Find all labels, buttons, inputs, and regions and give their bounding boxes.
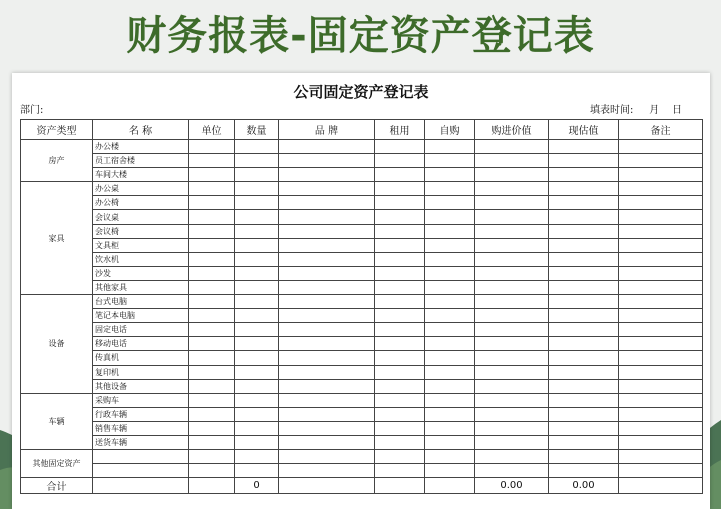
- data-cell[interactable]: [375, 280, 425, 294]
- table-row: [21, 280, 703, 294]
- asset-category: 其他固定资产: [21, 450, 93, 478]
- data-cell[interactable]: [279, 295, 375, 309]
- data-cell[interactable]: [235, 337, 279, 351]
- data-cell[interactable]: [235, 309, 279, 323]
- data-cell[interactable]: [279, 309, 375, 323]
- total-purchase-value: 0.00: [475, 478, 549, 494]
- data-cell[interactable]: [279, 140, 375, 154]
- data-cell[interactable]: [375, 421, 425, 435]
- table-row: [21, 266, 703, 280]
- table-row: [21, 450, 703, 464]
- data-cell[interactable]: [549, 421, 619, 435]
- data-cell[interactable]: [475, 450, 549, 464]
- asset-category: 家具: [21, 182, 93, 295]
- data-cell[interactable]: [425, 280, 475, 294]
- data-cell[interactable]: [549, 295, 619, 309]
- data-cell[interactable]: [189, 140, 235, 154]
- fill-time: [590, 104, 682, 118]
- data-cell[interactable]: [375, 351, 425, 365]
- data-cell[interactable]: [189, 337, 235, 351]
- data-cell[interactable]: [235, 280, 279, 294]
- asset-name[interactable]: 行政车辆: [93, 407, 189, 421]
- data-cell[interactable]: [189, 196, 235, 210]
- data-cell[interactable]: [375, 196, 425, 210]
- data-cell[interactable]: [375, 182, 425, 196]
- asset-name[interactable]: 办公楼: [93, 140, 189, 154]
- data-cell[interactable]: [425, 182, 475, 196]
- data-cell[interactable]: [235, 252, 279, 266]
- column-header: 自购: [425, 120, 475, 140]
- data-cell[interactable]: [619, 252, 703, 266]
- column-header: 单位: [189, 120, 235, 140]
- data-cell[interactable]: [235, 323, 279, 337]
- column-header: 品 牌: [279, 120, 375, 140]
- table-body: [21, 140, 703, 494]
- data-cell[interactable]: [425, 464, 475, 478]
- total-current-value: 0.00: [549, 478, 619, 494]
- month-label: 月: [649, 105, 660, 116]
- asset-name[interactable]: 销售车辆: [93, 421, 189, 435]
- data-cell[interactable]: [375, 224, 425, 238]
- asset-name[interactable]: [93, 464, 189, 478]
- data-cell[interactable]: [279, 393, 375, 407]
- day-label: 日: [672, 105, 682, 116]
- data-cell[interactable]: [375, 266, 425, 280]
- data-cell[interactable]: [279, 365, 375, 379]
- data-cell[interactable]: [189, 210, 235, 224]
- data-cell[interactable]: [375, 168, 425, 182]
- data-cell[interactable]: [619, 464, 703, 478]
- data-cell[interactable]: [619, 140, 703, 154]
- table-row: [21, 154, 703, 168]
- data-cell[interactable]: [619, 351, 703, 365]
- data-cell[interactable]: [375, 295, 425, 309]
- asset-name[interactable]: 传真机: [93, 351, 189, 365]
- data-cell[interactable]: [425, 309, 475, 323]
- data-cell[interactable]: [189, 365, 235, 379]
- asset-name[interactable]: 台式电脑: [93, 295, 189, 309]
- sheet-title: 公司固定资产登记表: [293, 83, 429, 101]
- total-quantity: 0: [235, 478, 279, 494]
- data-cell[interactable]: [235, 365, 279, 379]
- data-cell[interactable]: [235, 450, 279, 464]
- data-cell[interactable]: [375, 323, 425, 337]
- data-cell[interactable]: [549, 450, 619, 464]
- data-cell[interactable]: [475, 182, 549, 196]
- data-cell[interactable]: [425, 478, 475, 494]
- data-cell[interactable]: [425, 238, 475, 252]
- table-row: [21, 351, 703, 365]
- data-cell[interactable]: [619, 196, 703, 210]
- data-cell[interactable]: [549, 323, 619, 337]
- register-sheet: [12, 73, 710, 509]
- data-cell[interactable]: [235, 295, 279, 309]
- data-cell[interactable]: [235, 266, 279, 280]
- data-cell[interactable]: [549, 309, 619, 323]
- data-cell[interactable]: [425, 168, 475, 182]
- table-row: [21, 421, 703, 435]
- data-cell[interactable]: [279, 464, 375, 478]
- data-cell[interactable]: [549, 393, 619, 407]
- table-row: [21, 295, 703, 309]
- table-row: [21, 196, 703, 210]
- asset-name[interactable]: 其他设备: [93, 379, 189, 393]
- data-cell[interactable]: [189, 266, 235, 280]
- data-cell[interactable]: [375, 379, 425, 393]
- column-header: 备注: [619, 120, 703, 140]
- header-row: [21, 120, 703, 140]
- data-cell[interactable]: [549, 196, 619, 210]
- data-cell[interactable]: [475, 421, 549, 435]
- data-cell[interactable]: [235, 464, 279, 478]
- data-cell[interactable]: [475, 196, 549, 210]
- asset-name[interactable]: 会议椅: [93, 224, 189, 238]
- asset-name[interactable]: 移动电话: [93, 337, 189, 351]
- data-cell[interactable]: [549, 280, 619, 294]
- data-cell[interactable]: [235, 421, 279, 435]
- table-row: [21, 435, 703, 449]
- data-cell[interactable]: [425, 295, 475, 309]
- data-cell[interactable]: [619, 421, 703, 435]
- table-row: [21, 168, 703, 182]
- table-row: [21, 379, 703, 393]
- data-cell[interactable]: [425, 337, 475, 351]
- data-cell[interactable]: [619, 337, 703, 351]
- data-cell[interactable]: [375, 140, 425, 154]
- asset-name[interactable]: 固定电话: [93, 323, 189, 337]
- data-cell[interactable]: [425, 407, 475, 421]
- column-header: 名 称: [93, 120, 189, 140]
- column-header: 购进价值: [475, 120, 549, 140]
- data-cell[interactable]: [619, 309, 703, 323]
- data-cell[interactable]: [425, 365, 475, 379]
- data-cell[interactable]: [189, 393, 235, 407]
- data-cell[interactable]: [619, 224, 703, 238]
- data-cell[interactable]: [619, 280, 703, 294]
- data-cell[interactable]: [235, 393, 279, 407]
- data-cell[interactable]: [475, 351, 549, 365]
- data-cell[interactable]: [425, 266, 475, 280]
- data-cell[interactable]: [189, 154, 235, 168]
- asset-register-table: [20, 119, 703, 494]
- data-cell[interactable]: [279, 407, 375, 421]
- data-cell[interactable]: [235, 435, 279, 449]
- data-cell[interactable]: [425, 379, 475, 393]
- data-cell[interactable]: [189, 295, 235, 309]
- asset-name[interactable]: 办公桌: [93, 182, 189, 196]
- data-cell[interactable]: [475, 210, 549, 224]
- data-cell[interactable]: [475, 407, 549, 421]
- column-header: 资产类型: [21, 120, 93, 140]
- data-cell[interactable]: [279, 224, 375, 238]
- data-cell[interactable]: [279, 379, 375, 393]
- data-cell[interactable]: [475, 140, 549, 154]
- table-row: [21, 238, 703, 252]
- data-cell[interactable]: [235, 224, 279, 238]
- data-cell[interactable]: [189, 464, 235, 478]
- data-cell[interactable]: [235, 351, 279, 365]
- data-cell[interactable]: [549, 210, 619, 224]
- data-cell[interactable]: [475, 154, 549, 168]
- table-row: [21, 309, 703, 323]
- asset-name[interactable]: 采购车: [93, 393, 189, 407]
- data-cell[interactable]: [475, 224, 549, 238]
- asset-name[interactable]: 文具柜: [93, 238, 189, 252]
- data-cell[interactable]: [549, 266, 619, 280]
- totals-row: [21, 478, 703, 494]
- data-cell[interactable]: [279, 266, 375, 280]
- asset-name[interactable]: 复印机: [93, 365, 189, 379]
- data-cell[interactable]: [279, 478, 375, 494]
- data-cell[interactable]: [475, 379, 549, 393]
- data-cell[interactable]: [619, 323, 703, 337]
- data-cell[interactable]: [375, 450, 425, 464]
- data-cell[interactable]: [189, 224, 235, 238]
- table-row: [21, 252, 703, 266]
- data-cell[interactable]: [425, 140, 475, 154]
- table-row: [21, 140, 703, 154]
- column-header: 租用: [375, 120, 425, 140]
- asset-category: 设备: [21, 295, 93, 394]
- data-cell[interactable]: [549, 140, 619, 154]
- data-cell[interactable]: [425, 421, 475, 435]
- data-cell[interactable]: [279, 182, 375, 196]
- asset-category: 房产: [21, 140, 93, 182]
- data-cell[interactable]: [425, 154, 475, 168]
- asset-name[interactable]: 送货车辆: [93, 435, 189, 449]
- data-cell[interactable]: [619, 182, 703, 196]
- data-cell[interactable]: [279, 252, 375, 266]
- data-cell[interactable]: [375, 464, 425, 478]
- data-cell[interactable]: [235, 407, 279, 421]
- data-cell[interactable]: [549, 252, 619, 266]
- data-cell[interactable]: [425, 323, 475, 337]
- data-cell[interactable]: [189, 450, 235, 464]
- asset-name[interactable]: 员工宿舍楼: [93, 154, 189, 168]
- asset-name[interactable]: 会议桌: [93, 210, 189, 224]
- data-cell[interactable]: [189, 421, 235, 435]
- totals-label: 合计: [21, 478, 93, 494]
- data-cell[interactable]: [189, 435, 235, 449]
- data-cell[interactable]: [189, 323, 235, 337]
- data-cell[interactable]: [189, 309, 235, 323]
- data-cell[interactable]: [279, 238, 375, 252]
- data-cell[interactable]: [475, 252, 549, 266]
- data-cell[interactable]: [279, 323, 375, 337]
- table-row: [21, 407, 703, 421]
- data-cell[interactable]: [619, 478, 703, 494]
- banner-title: 财务报表-固定资产登记表: [126, 13, 595, 59]
- data-cell[interactable]: [549, 224, 619, 238]
- data-cell[interactable]: [375, 210, 425, 224]
- data-cell[interactable]: [549, 407, 619, 421]
- data-cell[interactable]: [619, 365, 703, 379]
- asset-name[interactable]: 饮水机: [93, 252, 189, 266]
- data-cell[interactable]: [279, 210, 375, 224]
- data-cell[interactable]: [235, 154, 279, 168]
- data-cell[interactable]: [475, 309, 549, 323]
- asset-name[interactable]: 笔记本电脑: [93, 309, 189, 323]
- asset-category: 车辆: [21, 393, 93, 449]
- data-cell[interactable]: [375, 252, 425, 266]
- data-cell[interactable]: [375, 393, 425, 407]
- data-cell[interactable]: [375, 435, 425, 449]
- data-cell[interactable]: [189, 351, 235, 365]
- data-cell[interactable]: [235, 379, 279, 393]
- data-cell[interactable]: [425, 435, 475, 449]
- data-cell[interactable]: [549, 435, 619, 449]
- data-cell[interactable]: [235, 238, 279, 252]
- data-cell[interactable]: [619, 266, 703, 280]
- data-cell[interactable]: [549, 182, 619, 196]
- data-cell[interactable]: [549, 238, 619, 252]
- data-cell[interactable]: [375, 478, 425, 494]
- data-cell[interactable]: [279, 168, 375, 182]
- data-cell[interactable]: [549, 365, 619, 379]
- data-cell[interactable]: [619, 168, 703, 182]
- data-cell[interactable]: [279, 154, 375, 168]
- column-header: 数量: [235, 120, 279, 140]
- column-header: 现估值: [549, 120, 619, 140]
- table-row: [21, 224, 703, 238]
- data-cell[interactable]: [475, 435, 549, 449]
- table-row: [21, 393, 703, 407]
- data-cell[interactable]: [375, 309, 425, 323]
- data-cell[interactable]: [475, 337, 549, 351]
- table-row: [21, 182, 703, 196]
- data-cell[interactable]: [549, 337, 619, 351]
- data-cell[interactable]: [235, 140, 279, 154]
- data-cell[interactable]: [475, 168, 549, 182]
- data-cell[interactable]: [475, 266, 549, 280]
- data-cell[interactable]: [619, 435, 703, 449]
- data-cell[interactable]: [475, 393, 549, 407]
- data-cell[interactable]: [279, 421, 375, 435]
- data-cell[interactable]: [425, 393, 475, 407]
- data-cell[interactable]: [619, 407, 703, 421]
- data-cell[interactable]: [619, 154, 703, 168]
- data-cell[interactable]: [235, 210, 279, 224]
- data-cell[interactable]: [425, 196, 475, 210]
- asset-name[interactable]: 其他家具: [93, 280, 189, 294]
- data-cell[interactable]: [189, 182, 235, 196]
- asset-name[interactable]: 沙发: [93, 266, 189, 280]
- data-cell[interactable]: [279, 351, 375, 365]
- data-cell[interactable]: [619, 393, 703, 407]
- data-cell[interactable]: [549, 168, 619, 182]
- data-cell[interactable]: [93, 478, 189, 494]
- data-cell[interactable]: [425, 351, 475, 365]
- data-cell[interactable]: [375, 365, 425, 379]
- data-cell[interactable]: [475, 280, 549, 294]
- data-cell[interactable]: [549, 379, 619, 393]
- data-cell[interactable]: [279, 435, 375, 449]
- data-cell[interactable]: [235, 168, 279, 182]
- asset-name[interactable]: 车间大楼: [93, 168, 189, 182]
- data-cell[interactable]: [235, 182, 279, 196]
- data-cell[interactable]: [619, 295, 703, 309]
- data-cell[interactable]: [475, 323, 549, 337]
- data-cell[interactable]: [549, 154, 619, 168]
- asset-name[interactable]: 办公椅: [93, 196, 189, 210]
- data-cell[interactable]: [189, 379, 235, 393]
- data-cell[interactable]: [425, 252, 475, 266]
- data-cell[interactable]: [549, 464, 619, 478]
- table-row: [21, 365, 703, 379]
- data-cell[interactable]: [189, 407, 235, 421]
- table-row: [21, 337, 703, 351]
- data-cell[interactable]: [619, 379, 703, 393]
- table-row: [21, 323, 703, 337]
- data-cell[interactable]: [475, 365, 549, 379]
- table-row: [21, 210, 703, 224]
- data-cell[interactable]: [279, 280, 375, 294]
- data-cell[interactable]: [375, 238, 425, 252]
- data-cell[interactable]: [619, 238, 703, 252]
- data-cell[interactable]: [425, 450, 475, 464]
- data-cell[interactable]: [189, 238, 235, 252]
- table-row: [21, 464, 703, 478]
- data-cell[interactable]: [279, 196, 375, 210]
- data-cell[interactable]: [375, 407, 425, 421]
- data-cell[interactable]: [425, 210, 475, 224]
- data-cell[interactable]: [189, 280, 235, 294]
- data-cell[interactable]: [475, 464, 549, 478]
- data-cell[interactable]: [235, 196, 279, 210]
- data-cell[interactable]: [425, 224, 475, 238]
- data-cell[interactable]: [549, 351, 619, 365]
- asset-name[interactable]: [93, 450, 189, 464]
- data-cell[interactable]: [375, 154, 425, 168]
- data-cell[interactable]: [475, 238, 549, 252]
- data-cell[interactable]: [375, 337, 425, 351]
- data-cell[interactable]: [279, 450, 375, 464]
- fill-time-label: 填表时间:: [590, 105, 634, 116]
- department-label: 部门:: [20, 105, 44, 116]
- data-cell[interactable]: [619, 210, 703, 224]
- data-cell[interactable]: [189, 252, 235, 266]
- data-cell[interactable]: [189, 168, 235, 182]
- data-cell[interactable]: [619, 450, 703, 464]
- data-cell[interactable]: [475, 295, 549, 309]
- data-cell[interactable]: [279, 337, 375, 351]
- data-cell[interactable]: [189, 478, 235, 494]
